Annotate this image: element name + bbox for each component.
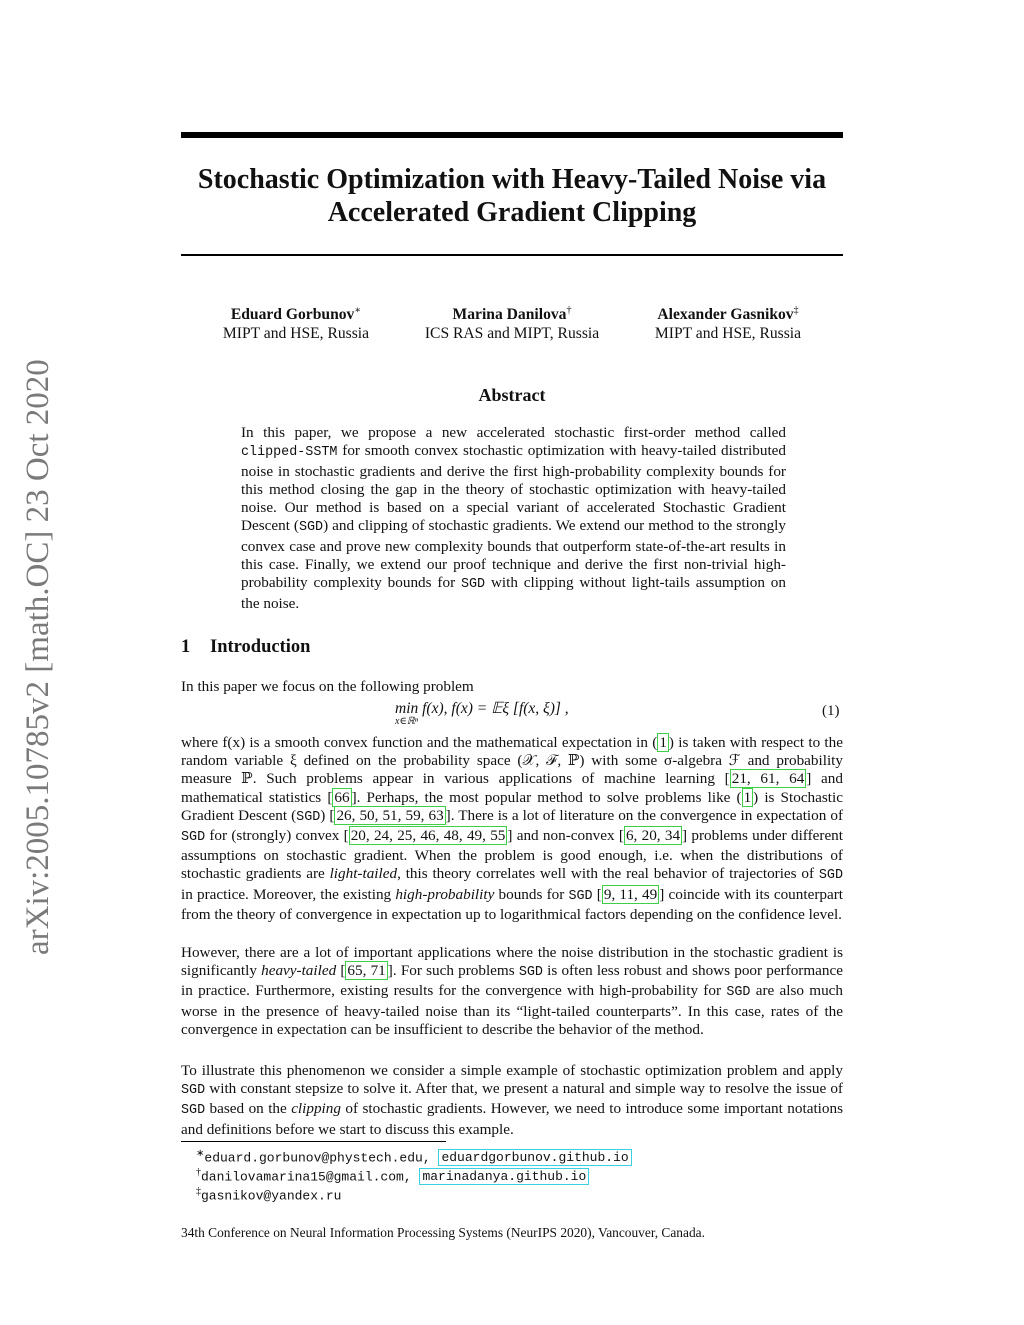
text: ]. There is a lot of literature on the convergence in expectation of xyxy=(445,806,844,824)
citation-link[interactable]: 66 xyxy=(334,788,350,806)
section-number: 1 xyxy=(181,637,191,657)
homepage-link[interactable]: marinadanya.github.io xyxy=(419,1168,589,1185)
citation-link[interactable]: 65, 71 xyxy=(347,962,386,980)
code-sgd: SGD xyxy=(726,985,751,1001)
text: ) is Stochastic Gradient Descent ( xyxy=(181,788,843,824)
code-sgd: SGD xyxy=(460,577,486,593)
code-sgd: SGD xyxy=(818,868,843,884)
author-3-mark: ‡ xyxy=(793,305,799,316)
section-title: Introduction xyxy=(210,637,311,657)
text: ] coincide with its counterpart from the theory of convergence in expectation up to logarithmical factors depending on the confidence level. xyxy=(181,885,843,923)
venue-footer: 34th Conference on Neural Information Processing Systems (NeurIPS 2020), Vancouver, Canada. xyxy=(181,1225,705,1240)
code-sgd: SGD xyxy=(181,830,206,846)
author-1-name: Eduard Gorbunov xyxy=(230,306,355,324)
text: [ xyxy=(336,962,346,980)
emphasis: light-tailed xyxy=(329,865,398,883)
footnote-mark: ∗ xyxy=(196,1148,205,1159)
text: are also much worse in the presence of heavy-tailed noise than its “light-tailed counterparts”. In this case, rates of the convergence in expectation can be insufficient to describe the behavior of the method. xyxy=(181,982,843,1038)
equation-1-subscript: x∈ℝⁿ xyxy=(395,716,418,727)
text: ] and non-convex [ xyxy=(507,827,624,845)
author-2-affiliation: ICS RAS and MIPT, Russia xyxy=(424,325,600,343)
author-3 xyxy=(640,301,816,343)
citation-link[interactable]: 9, 11, 49 xyxy=(603,885,658,903)
text: ] and mathematical statistics [ xyxy=(181,770,843,806)
citation-link[interactable]: 21, 61, 64 xyxy=(731,770,805,788)
abstract-text-3: ) and clipping of stochastic gradients. We extend our method to the strongly convex case and prove new complexity bounds that outperform state-of-the-art results in this case. Finally, we extend our proof technique and derive the first non-trivial high-probability complexity bounds for xyxy=(241,517,786,592)
abstract-heading: Abstract xyxy=(478,385,546,405)
footnote-mark: † xyxy=(196,1167,201,1178)
text: bounds for xyxy=(494,885,569,903)
intro-line: In this paper we focus on the following problem xyxy=(181,678,474,695)
footnote-rule xyxy=(181,1141,446,1142)
author-2 xyxy=(412,301,612,343)
footnote-email: danilovamarina15@gmail.com, xyxy=(201,1169,412,1185)
text: in practice. Moreover, the existing xyxy=(181,885,396,903)
abstract-text-4: with clipping without light-tails assumption on the noise. xyxy=(241,574,786,612)
paragraph-2 xyxy=(181,944,843,1039)
paper-title: Stochastic Optimization with Heavy-Tailed Noise via Accelerated Gradient Clipping xyxy=(197,164,827,228)
footnote-email: eduard.gorbunov@phystech.edu, xyxy=(204,1150,431,1166)
arxiv-stamp: arXiv:2005.10785v2 [math.OC] 23 Oct 2020 xyxy=(20,359,56,955)
code-sgd: SGD xyxy=(181,1103,206,1119)
equation-1-number: (1) xyxy=(822,703,840,719)
equation-ref[interactable]: 1 xyxy=(743,788,752,806)
code-sgd: SGD xyxy=(518,965,543,981)
text: based on the xyxy=(205,1100,292,1118)
author-1-affiliation: MIPT and HSE, Russia xyxy=(222,325,370,343)
code-sgd: SGD xyxy=(568,888,593,904)
text: where f(x) is a smooth convex function and the mathematical expectation in ( xyxy=(181,734,658,751)
abstract-text-2: for smooth convex stochastic optimization with heavy-tailed distributed noise in stochastic gradients and derive the first high-probability complexity bounds for this method closing the gap in the theory of stochastic optimization with heavy-tailed noise. Our method is based on a special variant of accelerated Stochastic Gradient Descent ( xyxy=(241,442,786,535)
paragraph-3 xyxy=(181,1062,843,1139)
text: with constant stepsize to solve it. After that, we present a natural and simple way to resolve the issue of xyxy=(205,1080,843,1098)
text: [ xyxy=(592,885,602,903)
text: ] problems under different assumptions on stochastic gradient. When the problem is good enough, i.e. when the distributions of stochastic gradients are xyxy=(181,827,843,883)
equation-1: min f(x), f(x) = 𝔼ξ [f(x, ξ)] , xyxy=(395,700,569,717)
text: ) is taken with respect to the random variable ξ defined on the probability space (𝒳, ℱ, ℙ) with some σ-algebra ℱ and probability measure ℙ. Such problems appear in various applications of machine learning [ xyxy=(181,734,843,788)
text: To illustrate this phenomenon we consider a simple example of stochastic optimization problem and apply xyxy=(181,1062,843,1079)
footnote-3 xyxy=(196,1183,341,1204)
text: ) [ xyxy=(320,806,335,824)
author-1 xyxy=(208,301,384,343)
code-sgd: SGD xyxy=(298,520,324,536)
footnote-email: gasnikov@yandex.ru xyxy=(201,1188,342,1204)
equation-ref[interactable]: 1 xyxy=(659,734,667,751)
text: ]. For such problems xyxy=(387,962,519,980)
citation-link[interactable]: 6, 20, 34 xyxy=(625,827,681,845)
title-top-rule xyxy=(181,132,843,138)
author-1-mark: ∗ xyxy=(354,305,362,316)
abstract-text-1: In this paper, we propose a new accelerated stochastic first-order method called xyxy=(241,424,786,441)
text: ]. Perhaps, the most popular method to solve problems like ( xyxy=(351,788,742,806)
author-3-affiliation: MIPT and HSE, Russia xyxy=(654,325,802,343)
author-3-name: Alexander Gasnikov xyxy=(657,306,794,324)
title-bottom-rule xyxy=(181,254,843,256)
footnote-mark: ‡ xyxy=(196,1186,201,1197)
paragraph-1 xyxy=(181,734,843,924)
text: However, there are a lot of important applications where the noise distribution in the stochastic gradient is significantly xyxy=(181,944,843,980)
text: of stochastic gradients. However, we need to introduce some important notations and definitions before we start to discuss this example. xyxy=(181,1100,843,1138)
text: for (strongly) convex [ xyxy=(205,827,349,845)
method-name: clipped-SSTM xyxy=(241,445,338,461)
code-sgd: SGD xyxy=(296,809,321,825)
emphasis: heavy-tailed xyxy=(261,962,337,980)
text: , this theory correlates well with the real behavior of trajectories of xyxy=(397,865,819,883)
author-2-mark: † xyxy=(566,305,572,316)
citation-link[interactable]: 20, 24, 25, 46, 48, 49, 55 xyxy=(350,827,506,845)
code-sgd: SGD xyxy=(181,1083,206,1099)
text: is often less robust and shows poor performance in practice. Furthermore, existing results for the convergence with high-probability for xyxy=(181,962,843,1000)
abstract-text xyxy=(241,424,786,613)
citation-link[interactable]: 26, 50, 51, 59, 63 xyxy=(336,806,444,824)
emphasis: high-probability xyxy=(395,885,495,903)
emphasis: clipping xyxy=(291,1100,341,1118)
homepage-link[interactable]: eduardgorbunov.github.io xyxy=(438,1149,631,1166)
author-2-name: Marina Danilova xyxy=(452,306,567,324)
